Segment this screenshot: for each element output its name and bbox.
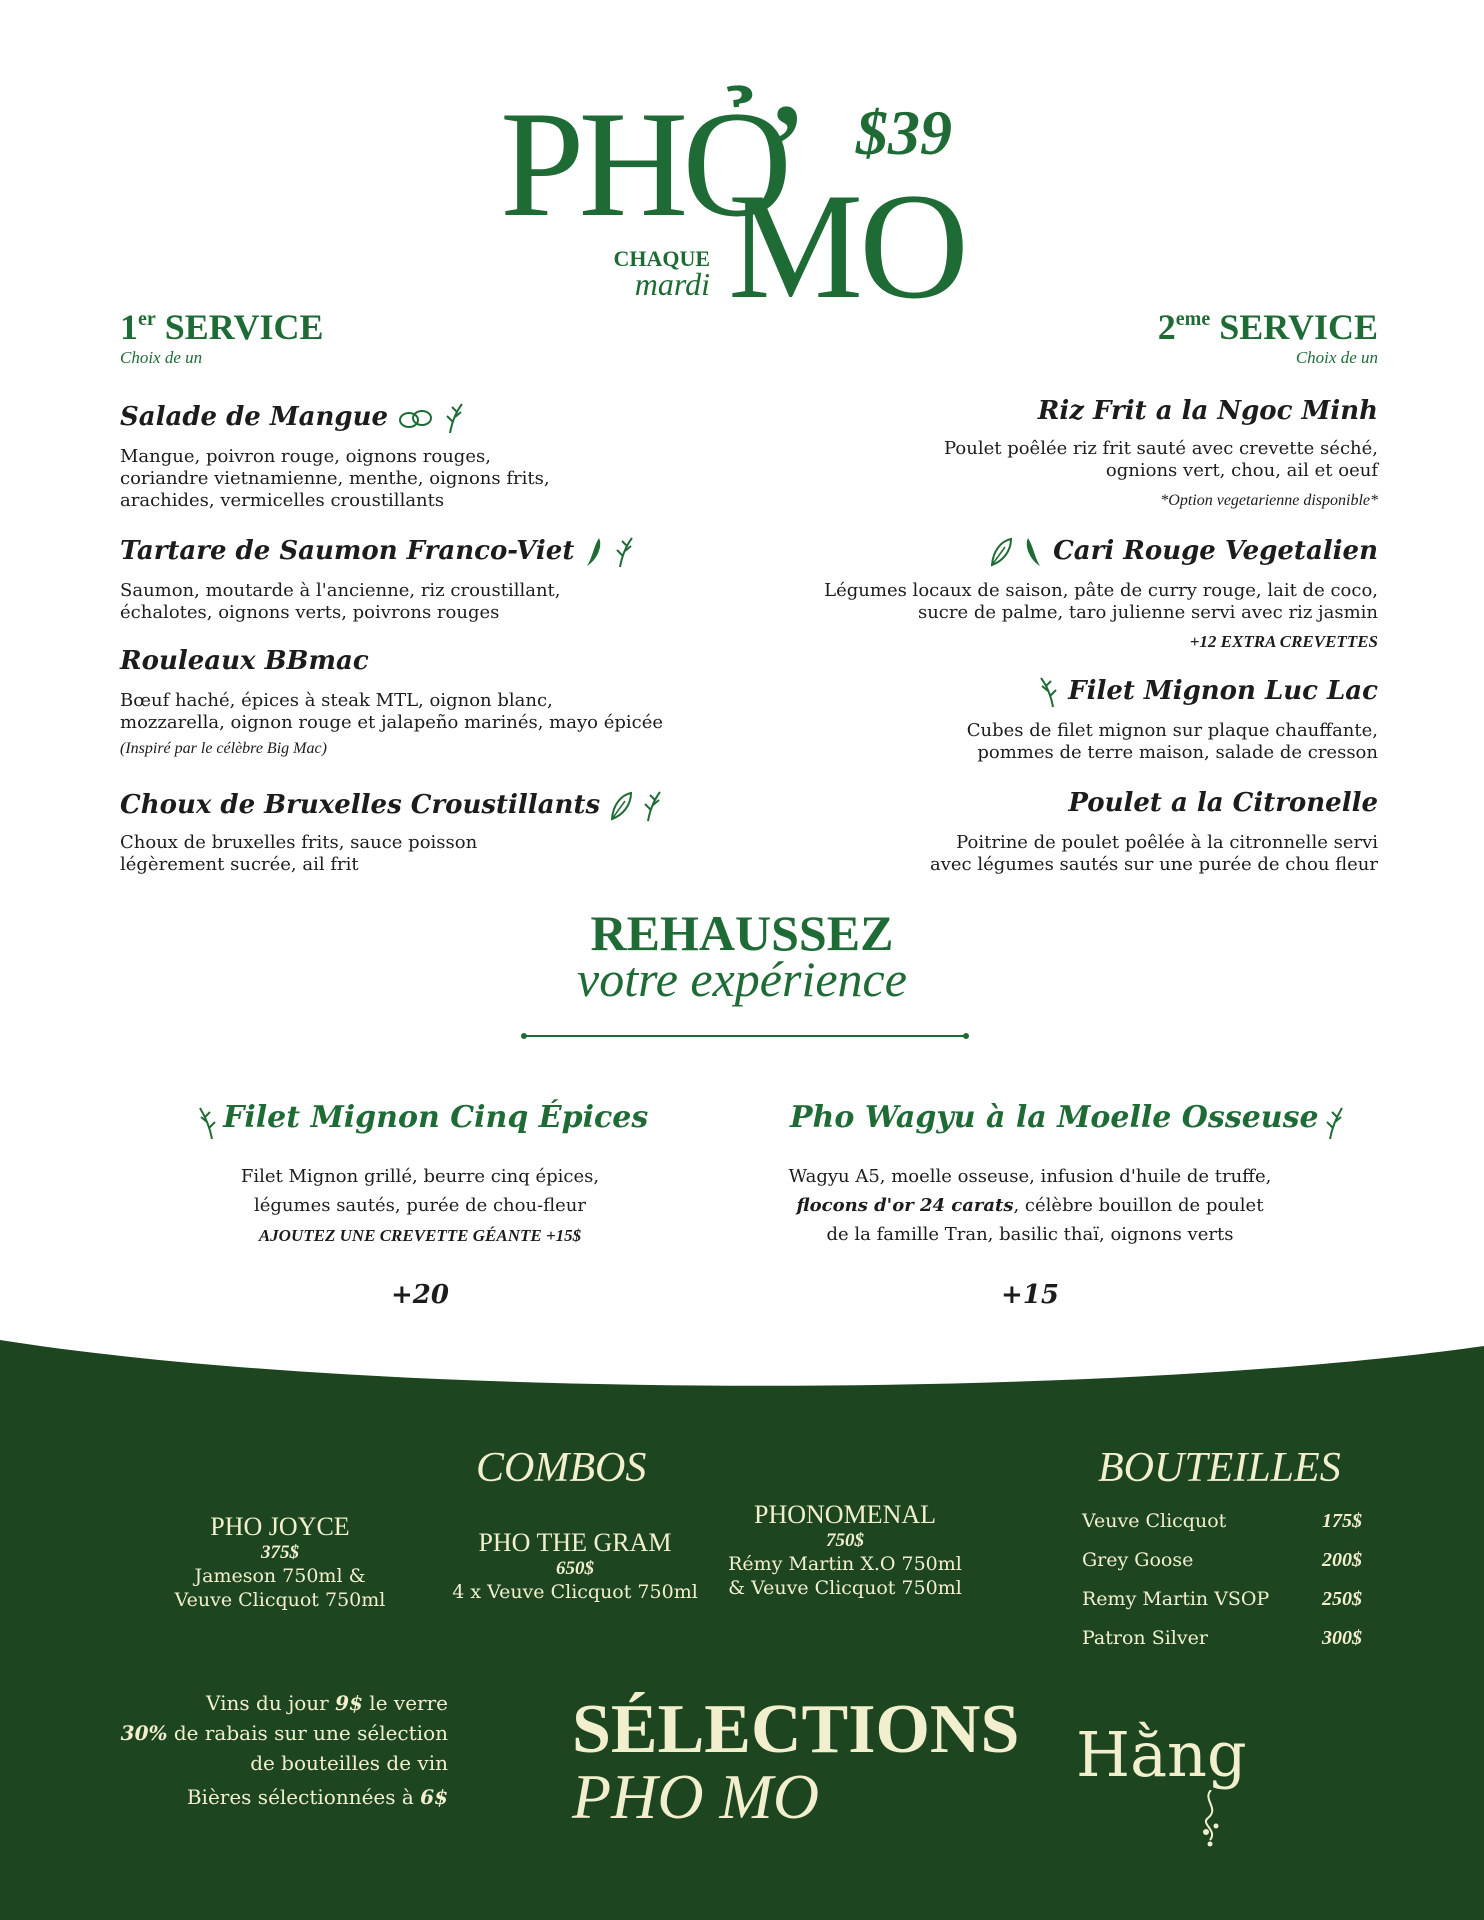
selections-title: SÉLECTIONS xyxy=(572,1691,1020,1768)
combo-price: 375$ xyxy=(261,1542,299,1563)
service1-subtitle: Choix de un xyxy=(120,348,203,367)
bottle-row: Remy Martin VSOP 250$ xyxy=(1082,1588,1362,1610)
dish-riz-frit: Riz Frit a la Ngoc Minh xyxy=(1037,396,1378,426)
upgrade-title: REHAUSSEZ xyxy=(590,905,894,961)
upgrade-item-pho-wagyu-price: +15 xyxy=(1001,1280,1059,1310)
upgrade-item-pho-wagyu-desc: Wagyu A5, moelle osseuse, infusion d'huile de truffe, flocons d'or 24 carats, célèbre bouillon de poulet de la famille Tran, basilic thaï, oignons verts xyxy=(788,1166,1272,1245)
dish-cari-rouge: Cari Rouge Vegetalien xyxy=(989,536,1378,568)
dish-rouleaux-bbmac: Rouleaux BBmac xyxy=(120,646,369,676)
chili-icon xyxy=(1022,536,1044,568)
leaf-icon xyxy=(989,537,1013,567)
dish-salade-mangue: Salade de Mangue xyxy=(120,402,466,434)
dish-riz-frit-desc: Poulet poêlée riz frit sauté avec crevette séché, ognions vert, chou, ail et oeuf xyxy=(944,438,1378,481)
dish-filet-mignon-luc-lac: Filet Mignon Luc Lac xyxy=(1037,676,1378,708)
upgrade-subtitle: votre expérience xyxy=(577,951,907,1007)
brand-ornament-icon xyxy=(1196,1790,1226,1850)
combo-name: PHO JOYCE xyxy=(210,1512,350,1541)
dish-poulet-citronelle-desc: Poitrine de poulet poêlée à la citronnelle servi avec légumes sautés sur une purée de chou fleur xyxy=(929,832,1378,875)
combo-pho-joyce xyxy=(150,1512,410,1612)
combo-price: 650$ xyxy=(556,1558,594,1579)
combo-desc: 4 x Veuve Clicquot 750ml xyxy=(452,1581,698,1603)
upgrade-item-filet-mignon-price: +20 xyxy=(391,1280,449,1310)
dish-choux-bruxelles: Choux de Bruxelles Croustillants xyxy=(120,790,664,822)
bottles-title: BOUTEILLES xyxy=(1098,1445,1341,1491)
dish-cari-rouge-desc: Légumes locaux de saison, pâte de curry rouge, lait de coco, sucre de palme, taro julienne servi avec riz jasmin xyxy=(824,580,1378,623)
dish-riz-frit-note: *Option vegetarienne disponible* xyxy=(1160,492,1378,509)
logo-pho: PHỞ xyxy=(500,80,787,248)
bottle-row: Grey Goose 200$ xyxy=(1082,1549,1362,1571)
herb-icon xyxy=(642,790,664,822)
dish-choux-bruxelles-desc: Choux de bruxelles frits, sauce poisson légèrement sucrée, ail frit xyxy=(120,832,478,875)
combo-price: 750$ xyxy=(826,1530,864,1551)
promo-block: Vins du jour 9$ le verre 30% de rabais sur une sélection de bouteilles de vin Bières sélectionnées à 6$ xyxy=(120,1691,448,1809)
herb-icon xyxy=(1324,1106,1346,1140)
brand-logo: Hằng xyxy=(1076,1718,1247,1791)
service1-title: 1er SERVICE xyxy=(120,307,324,347)
dish-rouleaux-bbmac-desc: Bœuf haché, épices à steak MTL, oignon blanc, mozzarella, oignon rouge et jalapeño marinés, mayo épicée xyxy=(120,690,664,733)
dish-filet-mignon-luc-lac-desc: Cubes de filet mignon sur plaque chauffante, pommes de terre maison, salade de cresson xyxy=(966,720,1378,763)
upgrade-item-pho-wagyu: Pho Wagyu à la Moelle Osseuse xyxy=(790,1100,1346,1140)
service2-subtitle: Choix de un xyxy=(1295,348,1378,367)
dish-rouleaux-bbmac-note: (Inspiré par le célèbre Big Mac) xyxy=(120,740,327,757)
dish-salade-mangue-desc: Mangue, poivron rouge, oignons rouges, coriandre vietnamienne, menthe, oignons frits, arachides, vermicelles croustillants xyxy=(120,446,550,511)
combo-desc: Jameson 750ml & Veuve Clicquot 750ml xyxy=(174,1565,386,1611)
upgrade-divider xyxy=(518,1028,972,1044)
combo-desc: Rémy Martin X.O 750ml & Veuve Clicquot 750ml xyxy=(728,1553,962,1599)
upgrade-item-filet-mignon-note: AJOUTEZ UNE CREVETTE GÉANTE +15$ xyxy=(258,1226,582,1245)
logo-mo: MO xyxy=(728,162,965,330)
combos-title: COMBOS xyxy=(476,1445,647,1491)
dish-tartare-saumon: Tartare de Saumon Franco-Viet xyxy=(120,536,636,568)
leaf-icon xyxy=(609,791,633,821)
mardi-label: mardi xyxy=(634,266,710,302)
bottles-list xyxy=(1082,1510,1362,1666)
combo-pho-the-gram xyxy=(430,1528,720,1604)
dish-cari-rouge-note: +12 EXTRA CREVETTES xyxy=(1189,632,1378,651)
upgrade-item-filet-mignon: Filet Mignon Cinq Épices xyxy=(196,1100,648,1140)
bottle-row: Patron Silver 300$ xyxy=(1082,1627,1362,1649)
dish-poulet-citronelle: Poulet a la Citronelle xyxy=(1068,788,1378,818)
upgrade-item-filet-mignon-desc: Filet Mignon grillé, beurre cinq épices, légumes sautés, purée de chou-fleur xyxy=(240,1166,600,1216)
combo-name: PHO THE GRAM xyxy=(478,1528,672,1557)
bottle-row: Veuve Clicquot 175$ xyxy=(1082,1510,1362,1532)
herb-icon xyxy=(614,536,636,568)
logo-price: $39 xyxy=(856,97,952,168)
herb-icon xyxy=(1037,676,1059,708)
chili-icon xyxy=(583,536,605,568)
herb-icon xyxy=(444,402,466,434)
dish-tartare-saumon-desc: Saumon, moutarde à l'ancienne, riz croustillant, échalotes, oignons verts, poivrons rouges xyxy=(120,580,561,623)
herb-icon xyxy=(196,1106,218,1140)
combo-phonomenal xyxy=(710,1500,980,1600)
chaque-label: CHAQUE xyxy=(613,246,710,271)
selections-subtitle: PHO MO xyxy=(572,1761,820,1832)
peanut-icon xyxy=(397,404,435,432)
service2-title: 2eme SERVICE xyxy=(1157,307,1378,347)
combo-name: PHONOMENAL xyxy=(754,1500,936,1529)
